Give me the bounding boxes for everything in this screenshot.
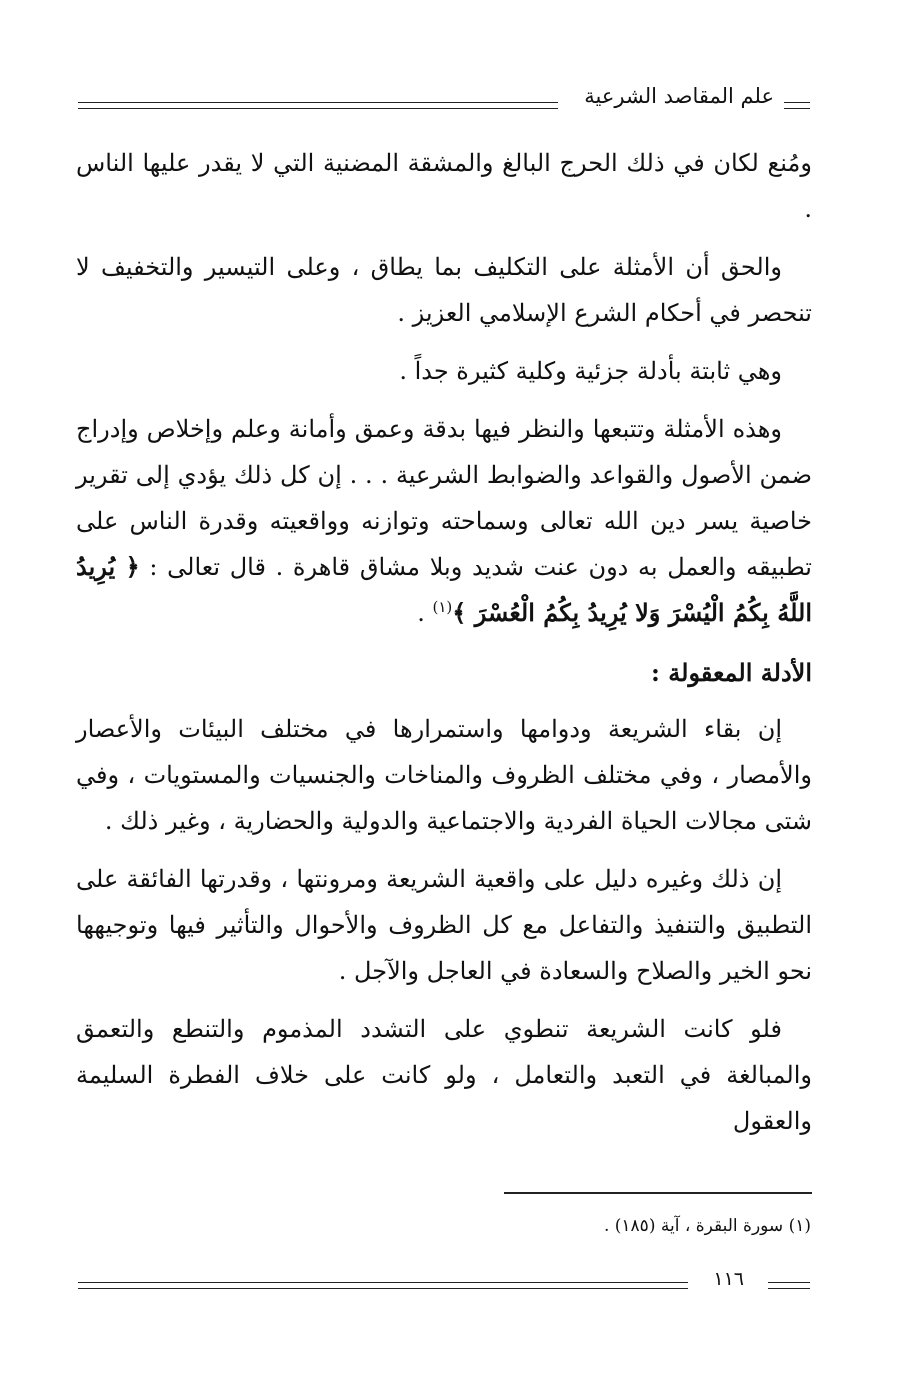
header-title: علم المقاصد الشرعية [578,84,780,108]
paragraph-2: والحق أن الأمثلة على التكليف بما يطاق ، وعلى التيسير والتخفيف لا تنحصر في أحكام الشرع الإسلامي العزيز . [76,253,812,327]
quran-verse: ﴿ يُرِيدُ اللَّهُ بِكُمُ الْيُسْرَ وَلا يُرِيدُ بِكُمُ الْعُسْرَ ﴾ [76,552,812,627]
footnote-reference[interactable]: (١) [432,598,453,616]
paragraph-4 [76,406,812,636]
paragraph-4-end: . [417,599,433,627]
paragraph-6: إن ذلك وغيره دليل على واقعية الشريعة ومرونتها ، وقدرتها الفائقة على التطبيق والتنفيذ والتفاعل مع كل الظروف والأحوال والتأثير فيها وتوجيهها نحو الخير والصلاح والسعادة في العاجل والآجل . [76,865,812,985]
footer-rule-left [78,1282,688,1289]
section-heading: الأدلة المعقولة : [651,658,812,687]
footnote: (١) سورة البقرة ، آية (١٨٥) . [603,1216,811,1236]
header-rule-right [784,102,810,109]
footer-rule-right [768,1282,810,1289]
header-rule-left [78,102,558,109]
paragraph-5: إن بقاء الشريعة ودوامها واستمرارها في مختلف البيئات والأعصار والأمصار ، وفي مختلف الظروف والمناخات والجنسيات والمستويات ، وفي شتى مجالات الحياة الفردية والاجتماعية والدولية والحضارية ، وغير ذلك . [76,715,812,835]
running-header [78,84,810,124]
paragraph-7: فلو كانت الشريعة تنطوي على التشدد المذموم والتنطع والتعمق والمبالغة في التعبد والتعامل ، ولو كانت على خلاف الفطرة السليمة والعقول [76,1015,812,1135]
page-footer [78,1268,810,1308]
page-number: ١١٦ [705,1268,752,1290]
footnote-separator [504,1192,812,1194]
paragraph-4-text: وهذه الأمثلة وتتبعها والنظر فيها بدقة وعمق وأمانة وعلم وإخلاص وإدراج ضمن الأصول والقواعد والضوابط الشرعية . . . إن كل ذلك يؤدي إلى تقرير خاصية يسر دين الله تعالى وسماحته وتوازنه وواقعيته وقدرة الناس على تطبيقه والعمل به دون عنت شديد وبلا مشاق قاهرة . قال تعالى : [76,415,812,581]
paragraph-1: ومُنع لكان في ذلك الحرج البالغ والمشقة المضنية التي لا يقدر عليها الناس . [76,149,812,223]
paragraph-3: وهي ثابتة بأدلة جزئية وكلية كثيرة جداً . [399,357,782,385]
page-body [76,140,812,1144]
